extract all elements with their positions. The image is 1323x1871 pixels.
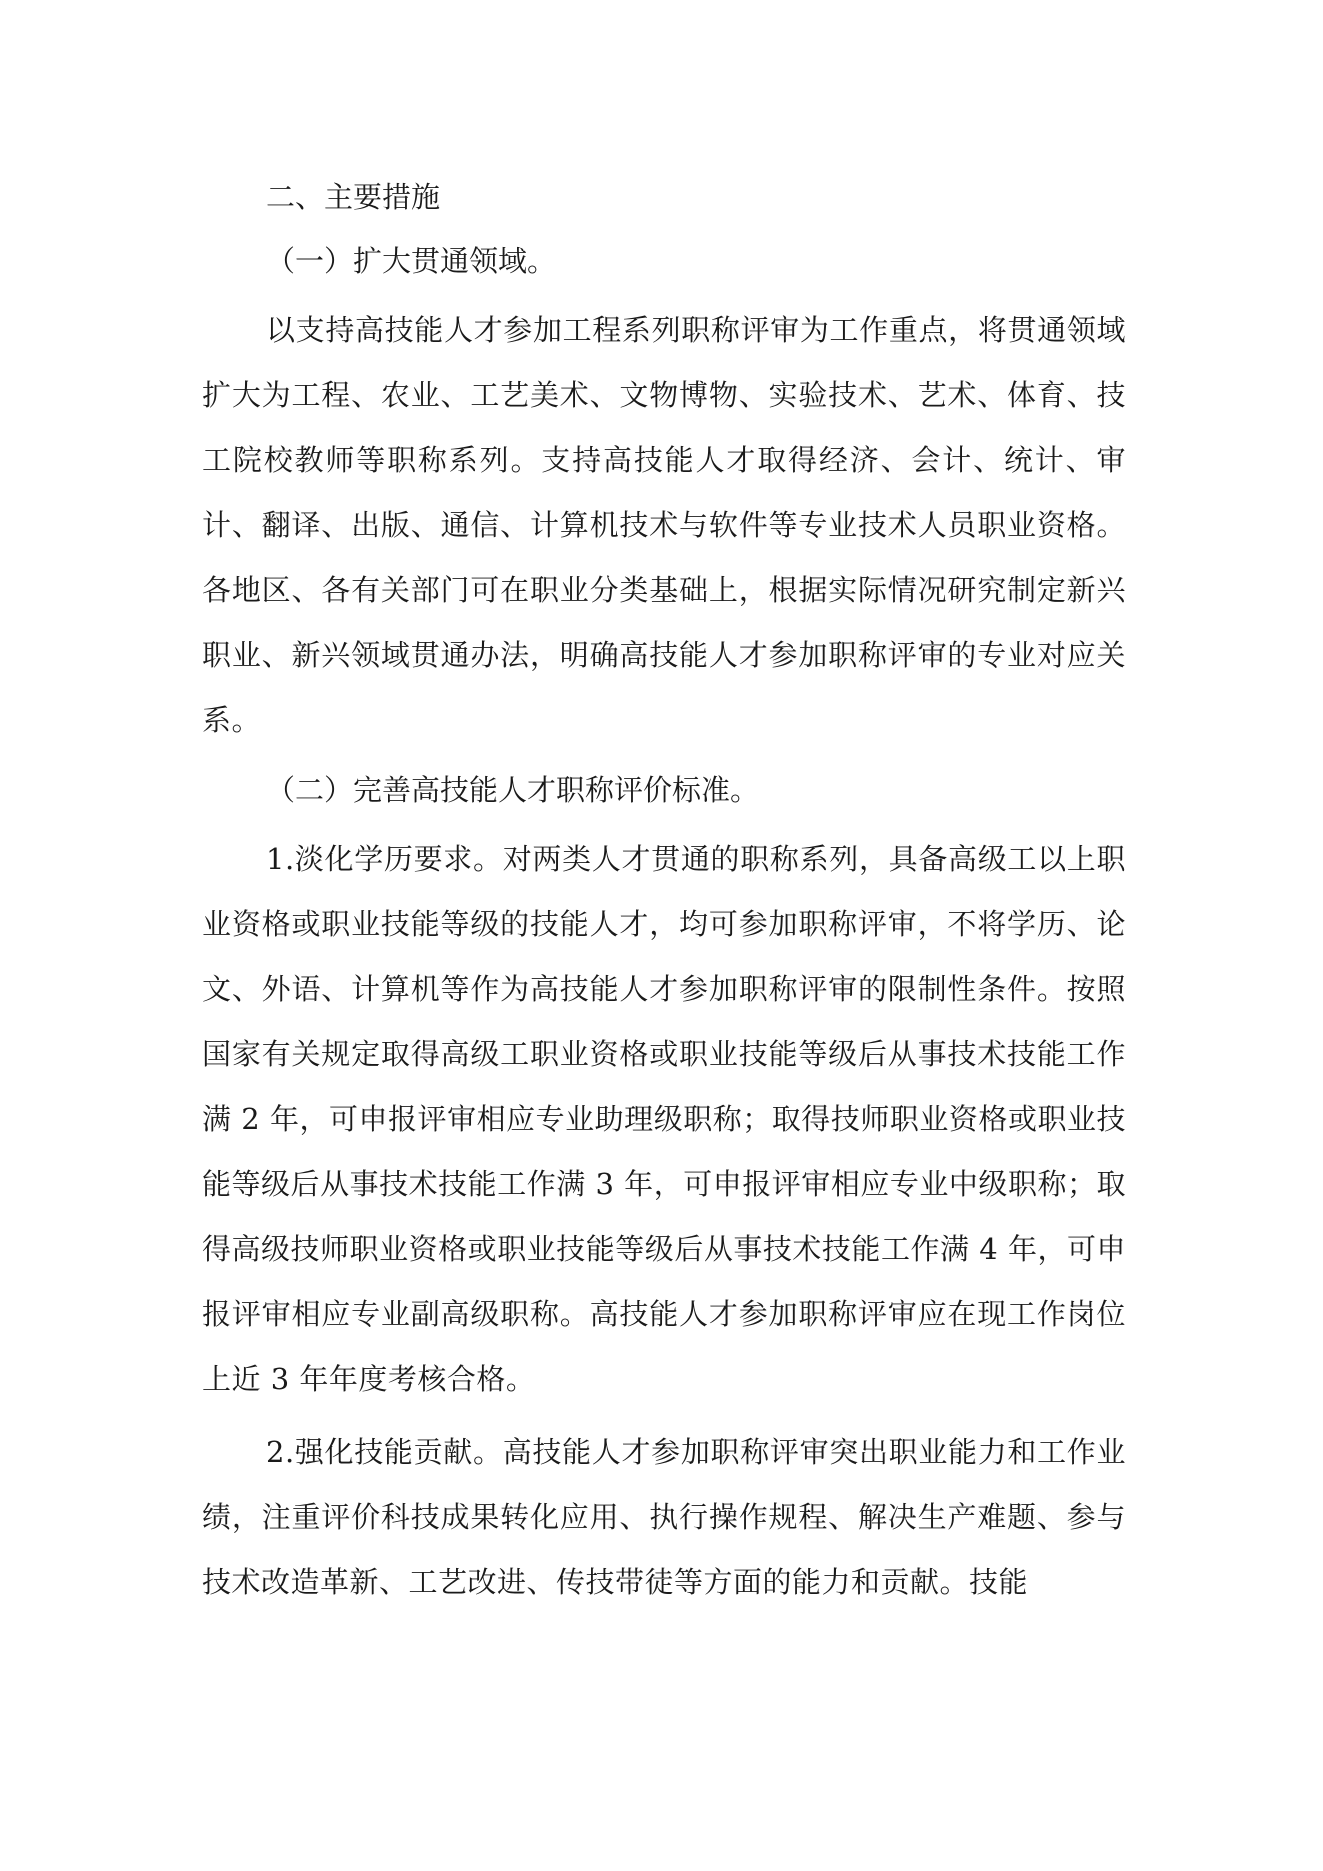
subsection-title-2: （二）完善高技能人才职称评价标准。 [266,773,760,807]
subsection-title-1: （一）扩大贯通领域。 [266,244,557,278]
paragraph-item-1: 1.淡化学历要求。对两类人才贯通的职称系列，具备高级工以上职业资格或职业技能等级的技能人才，均可参加职称评审，不将学历、论文、外语、计算机等作为高技能人才参加职称评审的限制性条件。按照国家有关规定取得高级工职业资格或职业技能等级后从事技术技能工作满 2 年，可申报评审相应专业助理级职称；取得技师职业资格或职业技能等级后从事技术技能工作满 3 年，可申报评审相应专业中级职称；取得高级技师职业资格或职业技能等级后从事技术技能工作满 4 年，可申报评审相应专业副高级职称。高技能人才参加职称评审应在现工作岗位上近 3 年年度考核合格。 [202,842,1126,1396]
document-body [202,168,1126,1623]
section-title: 二、主要措施 [266,180,441,214]
paragraph-expand-fields: 以支持高技能人才参加工程系列职称评审为工作重点，将贯通领域扩大为工程、农业、工艺美术、文物博物、实验技术、艺术、体育、技工院校教师等职称系列。支持高技能人才取得经济、会计、统计、审计、翻译、出版、通信、计算机技术与软件等专业技术人员职业资格。各地区、各有关部门可在职业分类基础上，根据实际情况研究制定新兴职业、新兴领域贯通办法，明确高技能人才参加职称评审的专业对应关系。 [202,313,1126,737]
paragraph-item-2: 2.强化技能贡献。高技能人才参加职称评审突出职业能力和工作业绩，注重评价科技成果转化应用、执行操作规程、解决生产难题、参与技术改造革新、工艺改进、传技带徒等方面的能力和贡献。技能 [202,1435,1126,1599]
